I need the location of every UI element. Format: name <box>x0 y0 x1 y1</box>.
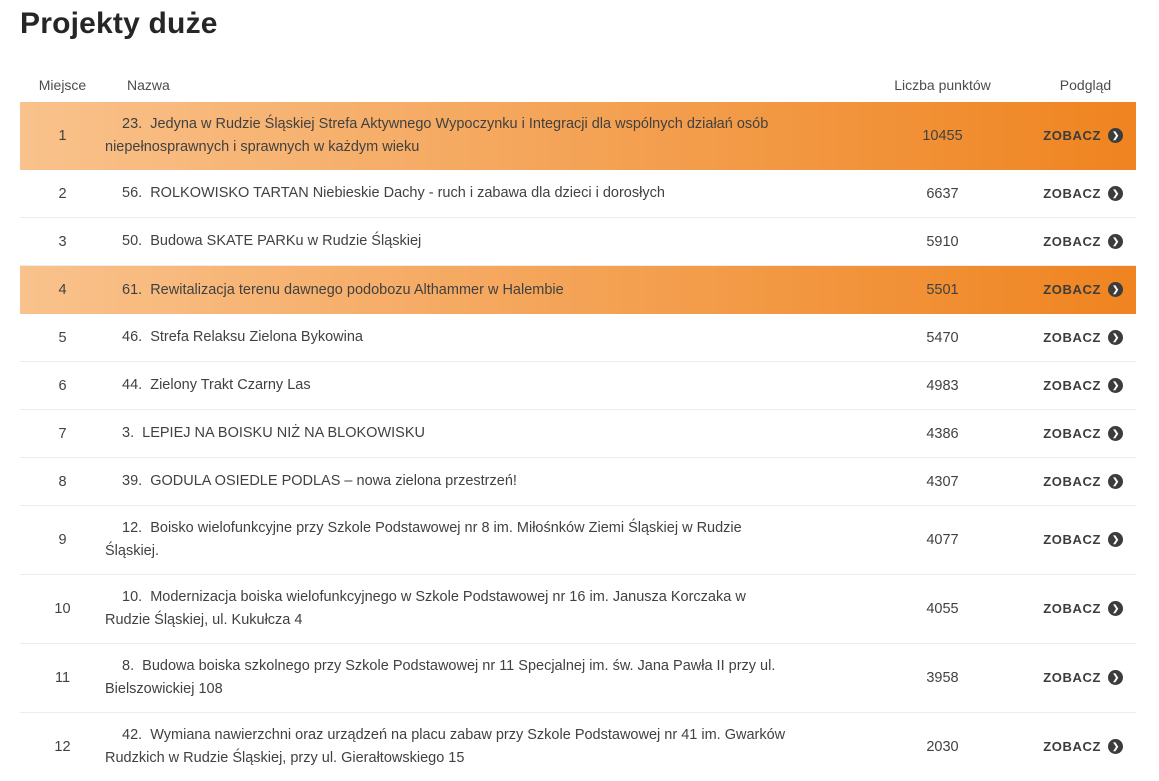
preview-cell <box>1035 600 1136 618</box>
points-cell: 2030 <box>926 739 959 755</box>
view-link-label: ZOBACZ <box>1043 601 1101 616</box>
chevron-right-circle-icon <box>1108 378 1123 393</box>
place-cell: 9 <box>58 532 67 548</box>
view-link[interactable] <box>1043 670 1123 685</box>
page-title <box>20 6 1136 42</box>
page-title-bold: duże <box>148 7 218 40</box>
view-link-label: ZOBACZ <box>1043 329 1101 345</box>
points-cell: 5470 <box>926 329 959 346</box>
table-header-row <box>20 68 1136 102</box>
preview-cell <box>1035 425 1136 443</box>
points-cell: 4055 <box>926 601 959 617</box>
place-cell: 5 <box>58 329 67 346</box>
preview-cell <box>1035 738 1136 756</box>
view-link[interactable] <box>1043 474 1123 489</box>
preview-cell <box>1035 233 1136 251</box>
column-header-name: Nazwa <box>127 77 170 93</box>
points-cell: 6637 <box>926 185 959 202</box>
chevron-right-circle-icon <box>1108 282 1123 297</box>
table-row <box>20 218 1136 266</box>
page-title-regular: Projekty <box>20 7 149 40</box>
place-cell: 11 <box>54 670 71 686</box>
chevron-right-circle-icon <box>1108 532 1123 547</box>
points-cell: 5910 <box>926 233 959 250</box>
name-cell: 56. ROLKOWISKO TARTAN Niebieskie Dachy - ruch i zabawa dla dzieci i dorosłych <box>122 185 665 201</box>
preview-cell <box>1035 377 1136 395</box>
chevron-right-circle-icon <box>1108 426 1123 441</box>
name-cell: 12. Boisko wielofunkcyjne przy Szkole Podstawowej nr 8 im. Miłośnków Ziemi Śląskiej w Rudzie Śląskiej. <box>105 520 746 559</box>
points-cell: 5501 <box>926 282 959 298</box>
table-row <box>20 314 1136 362</box>
place-cell: 7 <box>58 425 67 442</box>
preview-cell <box>1035 185 1136 203</box>
chevron-right-circle-icon <box>1108 739 1123 754</box>
points-cell: 3958 <box>926 670 959 686</box>
table-row <box>20 410 1136 458</box>
column-header-points: Liczba punktów <box>894 77 991 93</box>
preview-cell <box>1035 531 1136 549</box>
chevron-right-circle-icon <box>1108 670 1123 685</box>
table-row <box>20 102 1136 170</box>
name-cell: 50. Budowa SKATE PARKu w Rudzie Śląskiej <box>122 233 422 249</box>
view-link-label: ZOBACZ <box>1043 185 1101 201</box>
table-row <box>20 713 1136 781</box>
view-link[interactable] <box>1043 426 1123 441</box>
view-link[interactable] <box>1043 532 1123 547</box>
view-link-label: ZOBACZ <box>1043 739 1101 754</box>
name-cell: 8. Budowa boiska szkolnego przy Szkole Podstawowej nr 11 Specjalnej im. św. Jana Pawła II przy ul. Bielszowickiej 108 <box>105 658 780 697</box>
place-cell: 4 <box>58 282 67 298</box>
view-link[interactable] <box>1043 282 1123 297</box>
view-link-label: ZOBACZ <box>1043 670 1101 685</box>
table-row <box>20 266 1136 314</box>
view-link-label: ZOBACZ <box>1043 128 1101 143</box>
table-row <box>20 506 1136 575</box>
name-cell: 42. Wymiana nawierzchni oraz urządzeń na placu zabaw przy Szkole Podstawowej nr 41 im. Gwarków Rudzkich w Rudzie Śląskiej, przy ul. Gierałtowskiego 15 <box>105 727 790 766</box>
place-cell: 2 <box>58 185 67 202</box>
name-cell: 23. Jedyna w Rudzie Śląskiej Strefa Aktywnego Wypoczynku i Integracji dla wspólnych działań osób niepełnosprawnych i sprawnych w każdym wieku <box>105 116 773 155</box>
points-cell: 4386 <box>926 425 959 442</box>
name-cell: 3. LEPIEJ NA BOISKU NIŻ NA BLOKOWISKU <box>122 425 425 441</box>
table-body <box>20 102 1136 781</box>
preview-cell <box>1035 127 1136 145</box>
name-cell: 10. Modernizacja boiska wielofunkcyjnego w Szkole Podstawowej nr 16 im. Janusza Korczaka w Rudzie Śląskiej, ul. Kukułcza 4 <box>105 589 750 628</box>
view-link[interactable] <box>1043 601 1123 616</box>
view-link[interactable] <box>1043 128 1123 143</box>
table-row <box>20 458 1136 506</box>
points-cell: 4983 <box>926 377 959 394</box>
name-cell: 44. Zielony Trakt Czarny Las <box>122 377 311 393</box>
preview-cell <box>1035 281 1136 299</box>
place-cell: 8 <box>58 473 67 490</box>
points-cell: 10455 <box>922 128 963 144</box>
view-link-label: ZOBACZ <box>1043 233 1101 249</box>
place-cell: 1 <box>58 128 67 144</box>
view-link-label: ZOBACZ <box>1043 473 1101 489</box>
view-link[interactable] <box>1043 330 1123 345</box>
column-header-preview: Podgląd <box>1059 77 1112 93</box>
name-cell: 39. GODULA OSIEDLE PODLAS – nowa zielona przestrzeń! <box>122 473 517 489</box>
column-header-place: Miejsce <box>38 77 87 93</box>
name-cell: 46. Strefa Relaksu Zielona Bykowina <box>122 329 363 345</box>
table-row <box>20 170 1136 218</box>
preview-cell <box>1035 669 1136 687</box>
view-link[interactable] <box>1043 739 1123 754</box>
chevron-right-circle-icon <box>1108 601 1123 616</box>
view-link-label: ZOBACZ <box>1043 425 1101 441</box>
place-cell: 10 <box>54 601 71 617</box>
view-link-label: ZOBACZ <box>1043 377 1101 393</box>
points-cell: 4307 <box>926 473 959 490</box>
view-link-label: ZOBACZ <box>1043 282 1101 297</box>
table-row <box>20 644 1136 713</box>
chevron-right-circle-icon <box>1108 234 1123 249</box>
view-link[interactable] <box>1043 186 1123 201</box>
chevron-right-circle-icon <box>1108 186 1123 201</box>
place-cell: 6 <box>58 377 67 394</box>
place-cell: 12 <box>54 739 71 755</box>
place-cell: 3 <box>58 233 67 250</box>
preview-cell <box>1035 473 1136 491</box>
view-link-label: ZOBACZ <box>1043 532 1101 547</box>
chevron-right-circle-icon <box>1108 330 1123 345</box>
chevron-right-circle-icon <box>1108 128 1123 143</box>
chevron-right-circle-icon <box>1108 474 1123 489</box>
table-row <box>20 362 1136 410</box>
preview-cell <box>1035 329 1136 347</box>
table-row <box>20 575 1136 644</box>
view-link[interactable] <box>1043 378 1123 393</box>
view-link[interactable] <box>1043 234 1123 249</box>
points-cell: 4077 <box>926 532 959 548</box>
name-cell: 61. Rewitalizacja terenu dawnego podobozu Althammer w Halembie <box>122 281 564 298</box>
projects-table <box>20 68 1136 781</box>
